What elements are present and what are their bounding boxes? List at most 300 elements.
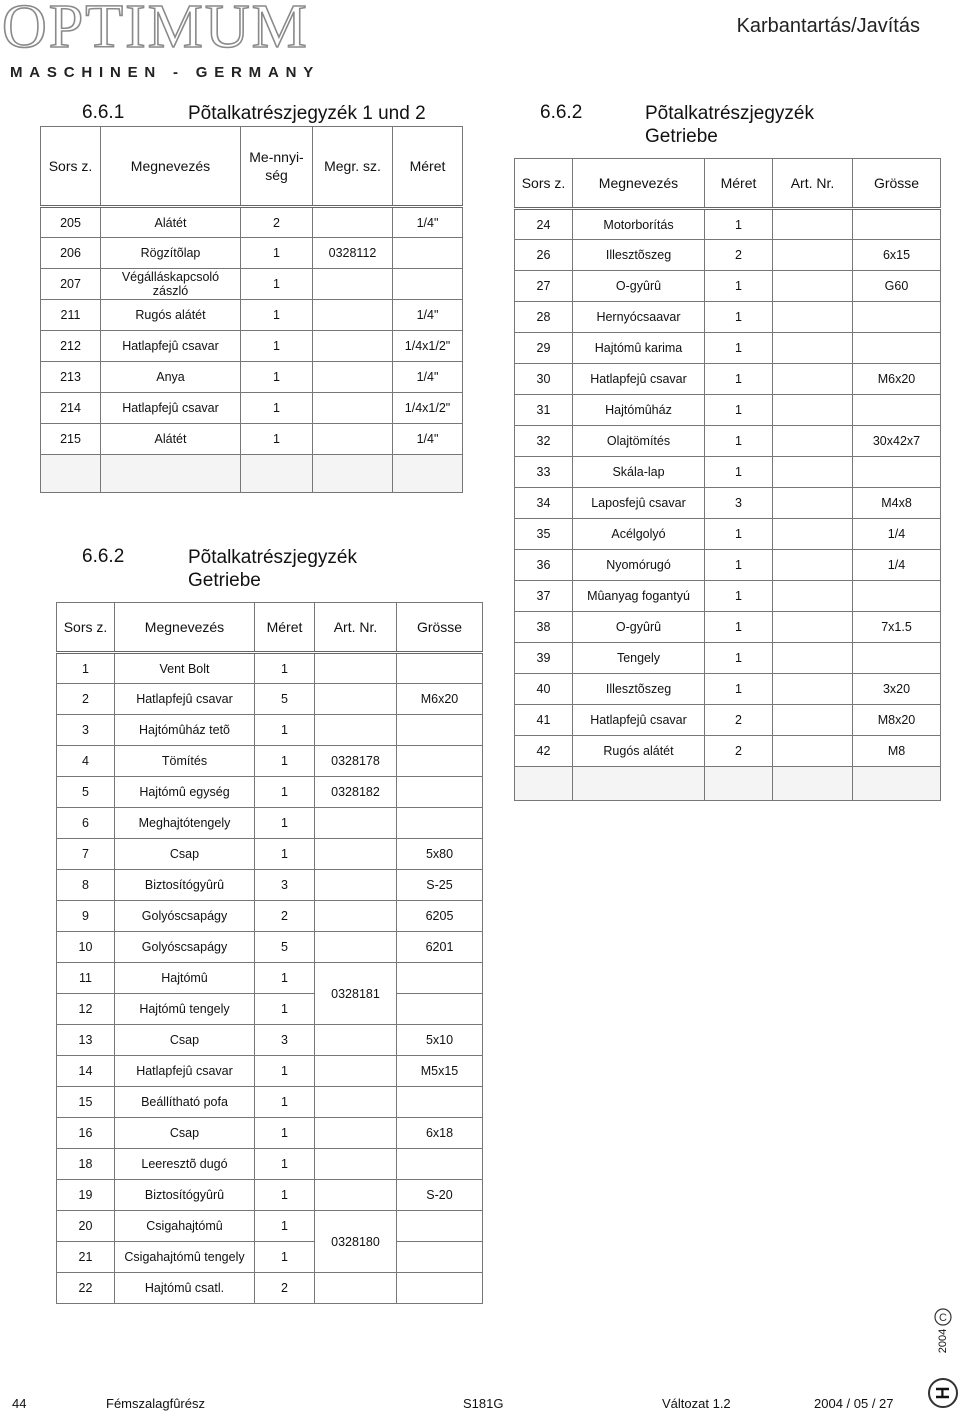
pos-cell: 14 bbox=[57, 1056, 115, 1087]
qty-cell: 1 bbox=[255, 1056, 315, 1087]
table-row bbox=[41, 362, 463, 393]
qty-cell: 1 bbox=[705, 364, 773, 395]
svg-text:C: C bbox=[939, 1312, 947, 1324]
size-cell: 5x80 bbox=[397, 839, 483, 870]
pos-cell: 207 bbox=[41, 269, 101, 300]
section-b-number: 6.6.2 bbox=[82, 546, 125, 567]
qty-cell: 1 bbox=[705, 550, 773, 581]
pos-cell: 30 bbox=[515, 364, 573, 395]
col-header-pos: Sors z. bbox=[57, 603, 115, 653]
table-row bbox=[57, 1273, 483, 1304]
table-row bbox=[57, 1118, 483, 1149]
name-cell: Csigahajtómû bbox=[115, 1211, 255, 1242]
pos-cell: 7 bbox=[57, 839, 115, 870]
number-cell bbox=[315, 715, 397, 746]
table-row bbox=[515, 209, 941, 240]
qty-cell: 1 bbox=[705, 426, 773, 457]
size-cell bbox=[853, 209, 941, 240]
name-cell: Hatlapfejû csavar bbox=[115, 1056, 255, 1087]
qty-cell: 2 bbox=[705, 240, 773, 271]
size-cell bbox=[397, 808, 483, 839]
name-cell: Csap bbox=[115, 839, 255, 870]
empty-cell bbox=[41, 455, 101, 493]
name-cell: Meghajtótengely bbox=[115, 808, 255, 839]
size-cell: 1/4" bbox=[393, 362, 463, 393]
name-cell: Alátét bbox=[101, 424, 241, 455]
name-cell: Hajtómû csatl. bbox=[115, 1273, 255, 1304]
table-row bbox=[515, 488, 941, 519]
table-row bbox=[41, 300, 463, 331]
brand-logo: OPTIMUM bbox=[2, 0, 309, 61]
pos-cell: 8 bbox=[57, 870, 115, 901]
table-row bbox=[515, 674, 941, 705]
number-cell bbox=[773, 674, 853, 705]
pos-cell: 4 bbox=[57, 746, 115, 777]
table-row bbox=[57, 1056, 483, 1087]
number-cell bbox=[773, 581, 853, 612]
qty-cell: 1 bbox=[705, 581, 773, 612]
size-cell: 1/4x1/2" bbox=[393, 331, 463, 362]
pos-cell: 12 bbox=[57, 994, 115, 1025]
number-cell bbox=[773, 395, 853, 426]
pos-cell: 5 bbox=[57, 777, 115, 808]
qty-cell: 3 bbox=[255, 870, 315, 901]
number-cell bbox=[315, 684, 397, 715]
number-cell bbox=[773, 488, 853, 519]
table-row bbox=[515, 550, 941, 581]
name-cell: O-gyûrû bbox=[573, 612, 705, 643]
pos-cell: 37 bbox=[515, 581, 573, 612]
name-cell: Skála-lap bbox=[573, 457, 705, 488]
number-cell bbox=[773, 240, 853, 271]
name-cell: Hajtómûház tetõ bbox=[115, 715, 255, 746]
number-cell bbox=[313, 424, 393, 455]
size-cell: 30x42x7 bbox=[853, 426, 941, 457]
footer-model: S181G bbox=[463, 1396, 504, 1411]
size-cell: M4x8 bbox=[853, 488, 941, 519]
number-cell: 0328181 bbox=[315, 963, 397, 1025]
name-cell: Biztosítógyûrû bbox=[115, 870, 255, 901]
qty-cell: 1 bbox=[255, 994, 315, 1025]
footer-date: 2004 / 05 / 27 bbox=[814, 1396, 894, 1411]
table-row bbox=[57, 932, 483, 963]
number-cell bbox=[315, 1087, 397, 1118]
table-row bbox=[57, 901, 483, 932]
name-cell: Csap bbox=[115, 1118, 255, 1149]
name-cell: Hernyócsaavar bbox=[573, 302, 705, 333]
table-row bbox=[57, 653, 483, 684]
qty-cell: 1 bbox=[255, 963, 315, 994]
number-cell bbox=[315, 870, 397, 901]
table-row bbox=[515, 519, 941, 550]
size-cell bbox=[397, 1273, 483, 1304]
number-cell bbox=[315, 1273, 397, 1304]
size-cell: 3x20 bbox=[853, 674, 941, 705]
qty-cell: 1 bbox=[255, 777, 315, 808]
pos-cell: 2 bbox=[57, 684, 115, 715]
size-cell bbox=[397, 963, 483, 994]
name-cell: Hajtómû karima bbox=[573, 333, 705, 364]
size-cell: M6x20 bbox=[853, 364, 941, 395]
name-cell: Biztosítógyûrû bbox=[115, 1180, 255, 1211]
number-cell bbox=[773, 271, 853, 302]
number-cell bbox=[315, 1118, 397, 1149]
qty-cell: 1 bbox=[241, 393, 313, 424]
col-header-name: Megnevezés bbox=[115, 603, 255, 653]
name-cell: Tengely bbox=[573, 643, 705, 674]
name-cell: Olajtömítés bbox=[573, 426, 705, 457]
number-cell bbox=[315, 653, 397, 684]
name-cell: Acélgolyó bbox=[573, 519, 705, 550]
table-header-row bbox=[515, 159, 941, 209]
size-cell: 1/4" bbox=[393, 300, 463, 331]
qty-cell: 1 bbox=[255, 1118, 315, 1149]
size-cell: 6201 bbox=[397, 932, 483, 963]
col-header-name: Megnevezés bbox=[573, 159, 705, 209]
qty-cell: 1 bbox=[705, 302, 773, 333]
name-cell: Hatlapfejû csavar bbox=[101, 331, 241, 362]
empty-cell bbox=[101, 455, 241, 493]
number-cell bbox=[315, 1149, 397, 1180]
name-cell: Nyomórugó bbox=[573, 550, 705, 581]
name-cell: Rugós alátét bbox=[101, 300, 241, 331]
number-cell bbox=[313, 331, 393, 362]
size-cell: S-20 bbox=[397, 1180, 483, 1211]
empty-row bbox=[515, 767, 941, 801]
qty-cell: 1 bbox=[705, 395, 773, 426]
size-cell: 1/4x1/2" bbox=[393, 393, 463, 424]
number-cell bbox=[313, 207, 393, 238]
empty-cell bbox=[241, 455, 313, 493]
size-cell: 1/4 bbox=[853, 550, 941, 581]
qty-cell: 1 bbox=[705, 333, 773, 364]
qty-cell: 1 bbox=[705, 271, 773, 302]
section-b-title: Põtalkatrészjegyzék Getriebe bbox=[188, 547, 357, 591]
table-row bbox=[41, 393, 463, 424]
size-cell: 6x15 bbox=[853, 240, 941, 271]
table-row bbox=[41, 269, 463, 300]
empty-cell bbox=[393, 455, 463, 493]
name-cell: Mûanyag fogantyú bbox=[573, 581, 705, 612]
table-row bbox=[57, 684, 483, 715]
qty-cell: 1 bbox=[705, 519, 773, 550]
number-cell bbox=[315, 808, 397, 839]
empty-row bbox=[41, 455, 463, 493]
table-row bbox=[515, 333, 941, 364]
size-cell: S-25 bbox=[397, 870, 483, 901]
pos-cell: 213 bbox=[41, 362, 101, 393]
qty-cell: 1 bbox=[255, 1180, 315, 1211]
empty-cell bbox=[705, 767, 773, 801]
qty-cell: 1 bbox=[255, 1087, 315, 1118]
pos-cell: 1 bbox=[57, 653, 115, 684]
number-cell bbox=[313, 393, 393, 424]
col-header-pos: Sors z. bbox=[41, 127, 101, 207]
name-cell: Hatlapfejû csavar bbox=[573, 705, 705, 736]
number-cell bbox=[773, 612, 853, 643]
qty-cell: 1 bbox=[255, 746, 315, 777]
size-cell: 6205 bbox=[397, 901, 483, 932]
size-cell: M6x20 bbox=[397, 684, 483, 715]
number-cell bbox=[773, 426, 853, 457]
size-cell bbox=[393, 238, 463, 269]
number-cell: 0328112 bbox=[313, 238, 393, 269]
size-cell bbox=[397, 715, 483, 746]
size-cell bbox=[393, 269, 463, 300]
table-row bbox=[57, 963, 483, 994]
empty-cell bbox=[853, 767, 941, 801]
size-cell: 1/4 bbox=[853, 519, 941, 550]
qty-cell: 2 bbox=[705, 736, 773, 767]
size-cell bbox=[397, 653, 483, 684]
table-header-row bbox=[41, 127, 463, 207]
name-cell: Anya bbox=[101, 362, 241, 393]
table-row bbox=[515, 426, 941, 457]
pos-cell: 9 bbox=[57, 901, 115, 932]
table-row bbox=[515, 705, 941, 736]
table-row bbox=[57, 1242, 483, 1273]
copyright-year: 2004 bbox=[937, 1328, 949, 1354]
size-cell bbox=[853, 581, 941, 612]
footer-product: Fémszalagfûrész bbox=[106, 1396, 205, 1411]
name-cell: Illesztõszeg bbox=[573, 674, 705, 705]
name-cell: Hatlapfejû csavar bbox=[101, 393, 241, 424]
name-cell: Hajtómû egység bbox=[115, 777, 255, 808]
table-row bbox=[515, 271, 941, 302]
table-row bbox=[41, 238, 463, 269]
table-row bbox=[515, 457, 941, 488]
col-header-qty: Me-nnyi-ség bbox=[241, 127, 313, 207]
name-cell: Hatlapfejû csavar bbox=[115, 684, 255, 715]
pos-cell: 3 bbox=[57, 715, 115, 746]
number-cell: 0328180 bbox=[315, 1211, 397, 1273]
pos-cell: 38 bbox=[515, 612, 573, 643]
size-cell: 6x18 bbox=[397, 1118, 483, 1149]
col-header-size: Grösse bbox=[397, 603, 483, 653]
size-cell bbox=[853, 457, 941, 488]
qty-cell: 3 bbox=[255, 1025, 315, 1056]
table-row bbox=[515, 302, 941, 333]
size-cell bbox=[397, 1242, 483, 1273]
size-cell bbox=[397, 746, 483, 777]
pos-cell: 205 bbox=[41, 207, 101, 238]
name-cell: Leeresztõ dugó bbox=[115, 1149, 255, 1180]
number-cell bbox=[313, 269, 393, 300]
pos-cell: 33 bbox=[515, 457, 573, 488]
number-cell: 0328182 bbox=[315, 777, 397, 808]
pos-cell: 35 bbox=[515, 519, 573, 550]
name-cell: Hatlapfejû csavar bbox=[573, 364, 705, 395]
pos-cell: 16 bbox=[57, 1118, 115, 1149]
size-cell: M8x20 bbox=[853, 705, 941, 736]
name-cell: Tömítés bbox=[115, 746, 255, 777]
qty-cell: 1 bbox=[241, 331, 313, 362]
table-row bbox=[57, 1087, 483, 1118]
name-cell: Motorborítás bbox=[573, 209, 705, 240]
pos-cell: 39 bbox=[515, 643, 573, 674]
number-cell bbox=[773, 705, 853, 736]
language-badge bbox=[928, 1378, 958, 1408]
qty-cell: 3 bbox=[705, 488, 773, 519]
name-cell: Végálláskapcsoló zászló bbox=[101, 269, 241, 300]
table-row bbox=[57, 715, 483, 746]
name-cell: Golyóscsapágy bbox=[115, 901, 255, 932]
number-cell bbox=[773, 333, 853, 364]
table-row bbox=[41, 207, 463, 238]
table-row bbox=[515, 581, 941, 612]
table-row bbox=[57, 994, 483, 1025]
name-cell: Beállítható pofa bbox=[115, 1087, 255, 1118]
name-cell: Vent Bolt bbox=[115, 653, 255, 684]
qty-cell: 1 bbox=[241, 362, 313, 393]
name-cell: Csigahajtómû tengely bbox=[115, 1242, 255, 1273]
pos-cell: 29 bbox=[515, 333, 573, 364]
col-header-size: Méret bbox=[393, 127, 463, 207]
page-number: 44 bbox=[12, 1396, 27, 1411]
qty-cell: 1 bbox=[255, 1242, 315, 1273]
size-cell: 7x1.5 bbox=[853, 612, 941, 643]
pos-cell: 36 bbox=[515, 550, 573, 581]
section-a-title: Põtalkatrészjegyzék 1 und 2 bbox=[188, 103, 426, 124]
size-cell: 5x10 bbox=[397, 1025, 483, 1056]
col-header-qty: Méret bbox=[255, 603, 315, 653]
name-cell: Hajtómû tengely bbox=[115, 994, 255, 1025]
qty-cell: 1 bbox=[255, 715, 315, 746]
pos-cell: 34 bbox=[515, 488, 573, 519]
pos-cell: 18 bbox=[57, 1149, 115, 1180]
pos-cell: 211 bbox=[41, 300, 101, 331]
pos-cell: 24 bbox=[515, 209, 573, 240]
table-row bbox=[515, 643, 941, 674]
qty-cell: 1 bbox=[255, 808, 315, 839]
number-cell: 0328178 bbox=[315, 746, 397, 777]
table-row bbox=[41, 424, 463, 455]
qty-cell: 1 bbox=[255, 1211, 315, 1242]
qty-cell: 2 bbox=[255, 1273, 315, 1304]
qty-cell: 1 bbox=[705, 209, 773, 240]
qty-cell: 1 bbox=[241, 269, 313, 300]
number-cell bbox=[773, 550, 853, 581]
size-cell bbox=[397, 994, 483, 1025]
name-cell: Laposfejû csavar bbox=[573, 488, 705, 519]
col-header-art-no: Art. Nr. bbox=[773, 159, 853, 209]
name-cell: Hajtómû bbox=[115, 963, 255, 994]
page-title: Karbantartás/Javítás bbox=[736, 15, 920, 37]
empty-cell bbox=[573, 767, 705, 801]
size-cell: 1/4" bbox=[393, 207, 463, 238]
pos-cell: 27 bbox=[515, 271, 573, 302]
size-cell: G60 bbox=[853, 271, 941, 302]
number-cell bbox=[773, 736, 853, 767]
qty-cell: 1 bbox=[241, 424, 313, 455]
pos-cell: 19 bbox=[57, 1180, 115, 1211]
qty-cell: 5 bbox=[255, 684, 315, 715]
number-cell bbox=[315, 1056, 397, 1087]
table-row bbox=[57, 1149, 483, 1180]
col-header-order-no: Megr. sz. bbox=[313, 127, 393, 207]
table-row bbox=[515, 612, 941, 643]
pos-cell: 22 bbox=[57, 1273, 115, 1304]
number-cell bbox=[315, 1180, 397, 1211]
qty-cell: 2 bbox=[705, 705, 773, 736]
table-row bbox=[57, 777, 483, 808]
name-cell: Hajtómûház bbox=[573, 395, 705, 426]
empty-cell bbox=[773, 767, 853, 801]
pos-cell: 32 bbox=[515, 426, 573, 457]
number-cell bbox=[315, 1025, 397, 1056]
section-c-number: 6.6.2 bbox=[540, 102, 583, 123]
qty-cell: 1 bbox=[241, 238, 313, 269]
pos-cell: 26 bbox=[515, 240, 573, 271]
number-cell bbox=[313, 300, 393, 331]
name-cell: Golyóscsapágy bbox=[115, 932, 255, 963]
table-row bbox=[515, 364, 941, 395]
number-cell bbox=[773, 457, 853, 488]
number-cell bbox=[773, 643, 853, 674]
name-cell: O-gyûrû bbox=[573, 271, 705, 302]
empty-cell bbox=[515, 767, 573, 801]
pos-cell: 206 bbox=[41, 238, 101, 269]
number-cell bbox=[315, 901, 397, 932]
number-cell bbox=[315, 839, 397, 870]
name-cell: Illesztõszeg bbox=[573, 240, 705, 271]
pos-cell: 40 bbox=[515, 674, 573, 705]
qty-cell: 2 bbox=[255, 901, 315, 932]
pos-cell: 6 bbox=[57, 808, 115, 839]
pos-cell: 214 bbox=[41, 393, 101, 424]
name-cell: Alátét bbox=[101, 207, 241, 238]
qty-cell: 1 bbox=[705, 643, 773, 674]
qty-cell: 1 bbox=[705, 674, 773, 705]
pos-cell: 13 bbox=[57, 1025, 115, 1056]
size-cell: M8 bbox=[853, 736, 941, 767]
number-cell bbox=[773, 519, 853, 550]
table-row bbox=[57, 870, 483, 901]
size-cell: M5x15 bbox=[397, 1056, 483, 1087]
parts-table-b bbox=[56, 602, 483, 1304]
section-a-number: 6.6.1 bbox=[82, 102, 125, 123]
qty-cell: 1 bbox=[255, 1149, 315, 1180]
table-row bbox=[57, 1180, 483, 1211]
number-cell bbox=[773, 364, 853, 395]
pos-cell: 20 bbox=[57, 1211, 115, 1242]
size-cell bbox=[853, 302, 941, 333]
name-cell: Csap bbox=[115, 1025, 255, 1056]
qty-cell: 5 bbox=[255, 932, 315, 963]
section-c-title: Põtalkatrészjegyzék Getriebe bbox=[645, 103, 814, 147]
pos-cell: 10 bbox=[57, 932, 115, 963]
table-row bbox=[57, 1025, 483, 1056]
parts-table-a bbox=[40, 126, 463, 493]
pos-cell: 42 bbox=[515, 736, 573, 767]
pos-cell: 15 bbox=[57, 1087, 115, 1118]
table-row bbox=[41, 331, 463, 362]
number-cell bbox=[315, 932, 397, 963]
qty-cell: 1 bbox=[255, 653, 315, 684]
size-cell bbox=[853, 643, 941, 674]
pos-cell: 215 bbox=[41, 424, 101, 455]
pos-cell: 31 bbox=[515, 395, 573, 426]
pos-cell: 11 bbox=[57, 963, 115, 994]
empty-cell bbox=[313, 455, 393, 493]
col-header-size: Grösse bbox=[853, 159, 941, 209]
pos-cell: 21 bbox=[57, 1242, 115, 1273]
parts-table-c bbox=[514, 158, 941, 801]
col-header-name: Megnevezés bbox=[101, 127, 241, 207]
qty-cell: 1 bbox=[241, 300, 313, 331]
number-cell bbox=[773, 209, 853, 240]
size-cell bbox=[397, 777, 483, 808]
